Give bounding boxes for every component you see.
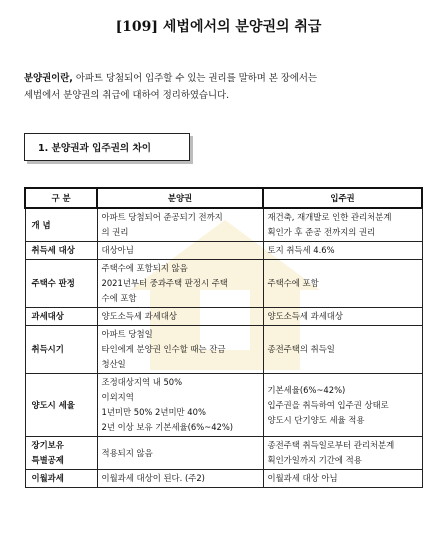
occupancy-cell — [263, 470, 422, 488]
presale-cell — [97, 242, 263, 260]
cell-text-line: 취득세 대상 — [31, 245, 75, 255]
presale-cell — [97, 326, 263, 374]
table-row — [25, 470, 422, 488]
row-label — [25, 308, 97, 326]
table-row — [25, 208, 422, 242]
presale-cell — [97, 308, 263, 326]
section-heading: 1. 분양권과 입주권의 차이 — [38, 143, 152, 154]
cell-text-line: 양도시 단기양도 세율 적용 — [267, 414, 365, 425]
header-presale-right: 분양권 — [97, 188, 263, 208]
row-label — [25, 374, 97, 437]
cell-text-line: 장기보유 — [31, 440, 64, 450]
cell-text-line: 입주권을 취득하여 입주권 상태로 — [267, 399, 389, 410]
cell-text-line: 주택수에 포함 — [267, 278, 319, 288]
row-label — [25, 326, 97, 374]
occupancy-cell — [263, 208, 422, 242]
cell-text-line: 이월과세 대상 아님 — [267, 473, 338, 483]
cell-text-line: 개 념 — [31, 219, 51, 230]
cell-text-line: 이월과세 대상이 된다. (주2) — [101, 473, 205, 483]
cell-text-line: 양도소득세 과세대상 — [267, 311, 343, 321]
cell-text-line: 대상아님 — [101, 245, 134, 255]
cell-text-line: 조정대상지역 내 50% — [101, 377, 183, 387]
table-body — [25, 208, 422, 488]
table-row — [25, 242, 422, 260]
cell-text-line: 의 권리 — [101, 227, 129, 237]
table-header-row — [25, 188, 422, 208]
cell-text-line: 이월과세 — [31, 473, 64, 483]
cell-text-line: 취득시기 — [31, 344, 64, 354]
occupancy-cell — [263, 242, 422, 260]
occupancy-cell — [263, 437, 422, 470]
header-occupancy-right: 입주권 — [263, 188, 422, 208]
cell-text-line: 획인가 후 준공 전까지의 권리 — [267, 227, 376, 237]
row-label — [25, 208, 97, 242]
cell-text-line: 기본세율(6%~42%) — [267, 384, 346, 395]
row-label — [25, 437, 97, 470]
section-heading-box — [24, 133, 190, 161]
cell-text-line: 1년미만 50% 2년미만 40% — [101, 407, 206, 417]
comparison-table — [24, 187, 423, 488]
cell-text-line: 청산일 — [101, 359, 126, 369]
table-row — [25, 308, 422, 326]
cell-text-line: 이외지역 — [101, 392, 134, 402]
occupancy-cell — [263, 326, 422, 374]
cell-text-line: 종전주택의 취득일 — [267, 344, 335, 354]
document-title: [109] 세법에서의 분양권의 취급 — [115, 19, 322, 35]
cell-text-line: 2021년부터 중과주택 판정시 주택 — [101, 278, 228, 288]
occupancy-cell — [263, 308, 422, 326]
intro-paragraph — [24, 70, 419, 104]
cell-text-line: 2년 이상 보유 기본세율(6%~42%) — [101, 422, 234, 432]
cell-text-line: 양도소득세 과세대상 — [101, 311, 177, 321]
cell-text-line: 수에 포함 — [101, 293, 137, 303]
row-label — [25, 470, 97, 488]
cell-text-line: 아파트 당첨일 — [101, 329, 153, 339]
intro-text: 아파트 당첨되어 입주할 수 있는 권리를 말하며 본 장에서는 — [72, 73, 318, 84]
cell-text-line: 주택수 판정 — [31, 278, 75, 288]
row-label — [25, 242, 97, 260]
table-row — [25, 260, 422, 308]
table-row — [25, 374, 422, 437]
presale-cell — [97, 470, 263, 488]
occupancy-cell — [263, 260, 422, 308]
occupancy-cell — [263, 374, 422, 437]
row-label — [25, 260, 97, 308]
presale-cell — [97, 437, 263, 470]
intro-lead: 분양권이란, — [24, 73, 73, 84]
cell-text-line: 적용되지 않음 — [101, 447, 153, 458]
table-row — [25, 326, 422, 374]
cell-text-line: 아파트 당첨되어 준공되기 전까지 — [101, 212, 223, 222]
presale-cell — [97, 374, 263, 437]
cell-text-line: 획인가일까지 기간에 적용 — [267, 455, 362, 465]
cell-text-line: 재건축, 재개발로 인한 관리처분계 — [267, 212, 392, 222]
presale-cell — [97, 260, 263, 308]
cell-text-line: 과세대상 — [31, 311, 64, 321]
table-row — [25, 437, 422, 470]
cell-text-line: 주택수에 포함되지 않음 — [101, 263, 188, 273]
cell-text-line: 타인에게 분양권 인수할 때는 잔금 — [101, 344, 226, 354]
intro-text-line2: 세법에서 분양권의 취급에 대하여 정리하였습니다. — [24, 90, 230, 101]
header-category: 구 분 — [25, 188, 97, 208]
cell-text-line: 토지 취득세 4.6% — [267, 245, 335, 255]
cell-text-line: 특별공제 — [31, 455, 64, 465]
cell-text-line: 양도시 세율 — [31, 399, 75, 410]
presale-cell — [97, 208, 263, 242]
cell-text-line: 종전주택 취득일로부터 관리처분계 — [267, 440, 395, 450]
